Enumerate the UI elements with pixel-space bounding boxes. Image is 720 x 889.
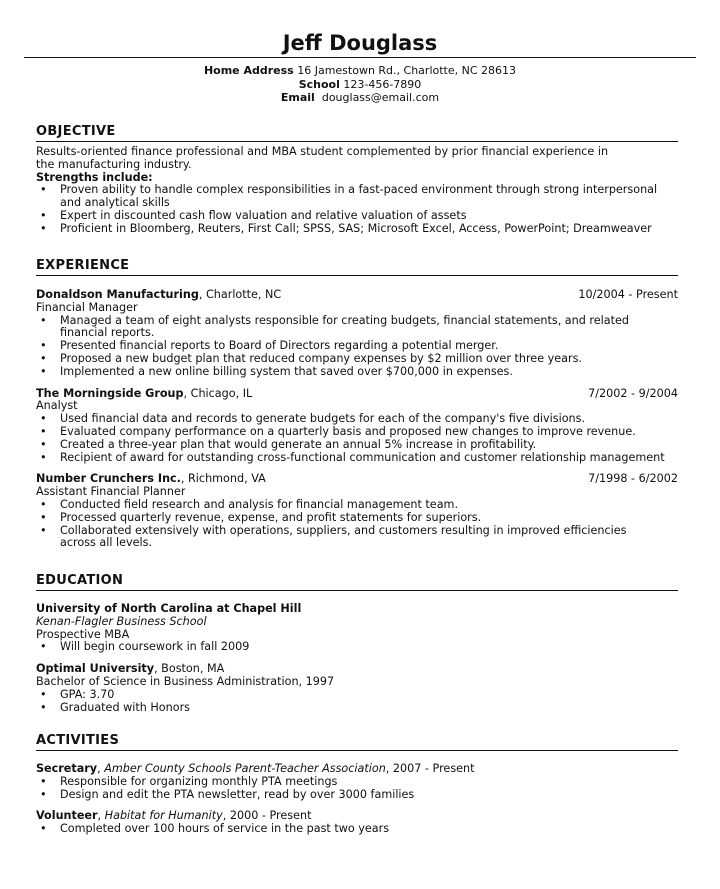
education-section xyxy=(36,573,678,714)
objective-summary: Results-oriented finance professional and MBA student complemented by prior financial experience in the manufacturing industry. xyxy=(36,145,609,171)
contact-school: School 123-456-7890 xyxy=(298,77,422,91)
job-entry xyxy=(36,289,678,379)
school-bullets xyxy=(36,641,678,654)
job-header xyxy=(36,473,678,486)
job-entry xyxy=(36,473,678,550)
candidate-name: Jeff Douglass xyxy=(282,31,438,55)
activities-heading: ACTIVITIES xyxy=(36,733,678,751)
company-name: Donaldson Manufacturing xyxy=(36,288,199,301)
activity-bullets xyxy=(36,823,678,836)
job-title: Analyst xyxy=(36,399,78,413)
list-item: • Graduated with Honors xyxy=(40,700,191,714)
job-bullets xyxy=(36,413,678,464)
strengths-list xyxy=(36,184,666,235)
objective-heading: OBJECTIVE xyxy=(36,124,678,142)
company-name: Number Crunchers Inc. xyxy=(36,472,181,486)
list-item: • Processed quarterly revenue, expense, and profit statements for superiors. xyxy=(40,510,482,524)
strengths-label: Strengths include: xyxy=(36,170,153,184)
list-item: • GPA: 3.70 xyxy=(40,687,115,701)
school-name: Optimal University xyxy=(36,662,155,676)
company-location: , Richmond, VA xyxy=(180,472,266,486)
activity-entry: Secretary, Amber County Schools Parent-Teacher Association, 2007 - Present • Responsible for organizing monthly PTA meetings • Design and edit the PTA newsletter, read by over 3000 families xyxy=(36,763,678,801)
list-item: • Will begin coursework in fall 2009 xyxy=(40,640,250,654)
job-entry xyxy=(36,388,678,465)
job-dates: 10/2004 - Present xyxy=(578,288,678,301)
contact-email: Email douglass@email.com xyxy=(280,91,440,104)
list-item: • Proposed a new budget plan that reduced company expenses by $2 million over three years. xyxy=(40,351,582,365)
school-bullets xyxy=(36,689,678,715)
job-dates: 7/1998 - 6/2002 xyxy=(588,472,678,486)
name-divider xyxy=(24,57,696,58)
job-header xyxy=(36,388,678,401)
company-name: The Morningside Group xyxy=(36,386,184,400)
list-item: • Design and edit the PTA newsletter, read by over 3000 families xyxy=(40,787,415,801)
list-item: • Proficient in Bloomberg, Reuters, First Call; SPSS, SAS; Microsoft Excel, Access, PowerPoint; Dreamweaver xyxy=(40,221,652,235)
school-entry xyxy=(36,663,678,714)
activity-org: Habitat for Humanity xyxy=(104,809,223,823)
activity-role: Secretary xyxy=(36,762,98,775)
list-item: • Used financial data and records to generate budgets for each of the company's five divisions. xyxy=(40,412,586,426)
activity-entry: Volunteer, Habitat for Humanity, 2000 - Present • Completed over 100 hours of service in the past two years xyxy=(36,810,678,836)
list-item: • Completed over 100 hours of service in the past two years xyxy=(40,822,390,836)
activity-org: Amber County Schools Parent-Teacher Association xyxy=(104,762,386,775)
education-heading: EDUCATION xyxy=(36,573,678,591)
list-item: • Managed a team of eight analysts responsible for creating budgets, financial statements, and related financial reports. xyxy=(40,313,629,340)
activity-role: Volunteer xyxy=(36,809,98,823)
company-location: , Charlotte, NC xyxy=(198,288,282,301)
list-item: • Implemented a new online billing system that saved over $700,000 in expenses. xyxy=(40,364,513,378)
contact-block xyxy=(0,64,720,105)
list-item: • Recipient of award for outstanding cross-functional communication and customer relationship management xyxy=(40,450,665,464)
school-entry xyxy=(36,603,678,654)
list-item: • Evaluated company performance on a quarterly basis and proposed new changes to improve revenue. xyxy=(40,424,636,438)
job-title: Assistant Financial Planner xyxy=(36,485,186,499)
list-item: • Responsible for organizing monthly PTA meetings xyxy=(40,774,338,788)
degree: Bachelor of Science in Business Administration, 1997 xyxy=(36,674,335,688)
subschool-name: Kenan-Flagler Business School xyxy=(36,614,207,628)
list-item: • Expert in discounted cash flow valuation and relative valuation of assets xyxy=(40,208,467,222)
list-item: • Presented financial reports to Board of Directors regarding a potential merger. xyxy=(40,339,499,353)
job-dates: 7/2002 - 9/2004 xyxy=(588,386,678,400)
activity-dates: , 2007 - Present xyxy=(385,762,475,775)
contact-address: Home Address 16 Jamestown Rd., Charlotte, NC 28613 xyxy=(203,64,517,77)
job-header xyxy=(36,289,678,302)
degree: Prospective MBA xyxy=(36,627,130,641)
activities-section xyxy=(36,733,678,836)
job-bullets xyxy=(36,499,652,550)
list-item: • Proven ability to handle complex responsibilities in a fast-paced environment through strong interpersonal and analytical skills xyxy=(40,183,658,210)
objective-section xyxy=(36,124,678,236)
school-name: University of North Carolina at Chapel Hill xyxy=(36,602,302,615)
activity-dates: , 2000 - Present xyxy=(222,809,312,823)
experience-section xyxy=(36,258,678,550)
list-item: • Created a three-year plan that would generate an annual 5% increase in profitability. xyxy=(40,437,537,451)
job-title: Financial Manager xyxy=(36,300,138,314)
experience-heading: EXPERIENCE xyxy=(36,258,678,276)
job-bullets xyxy=(36,315,646,379)
list-item: • Collaborated extensively with operations, suppliers, and customers resulting in improved efficiencies across all levels. xyxy=(40,523,627,550)
activity-bullets xyxy=(36,776,678,802)
school-location: , Boston, MA xyxy=(154,662,225,676)
company-location: , Chicago, IL xyxy=(183,386,253,400)
list-item: • Conducted field research and analysis for financial management team. xyxy=(40,497,459,511)
